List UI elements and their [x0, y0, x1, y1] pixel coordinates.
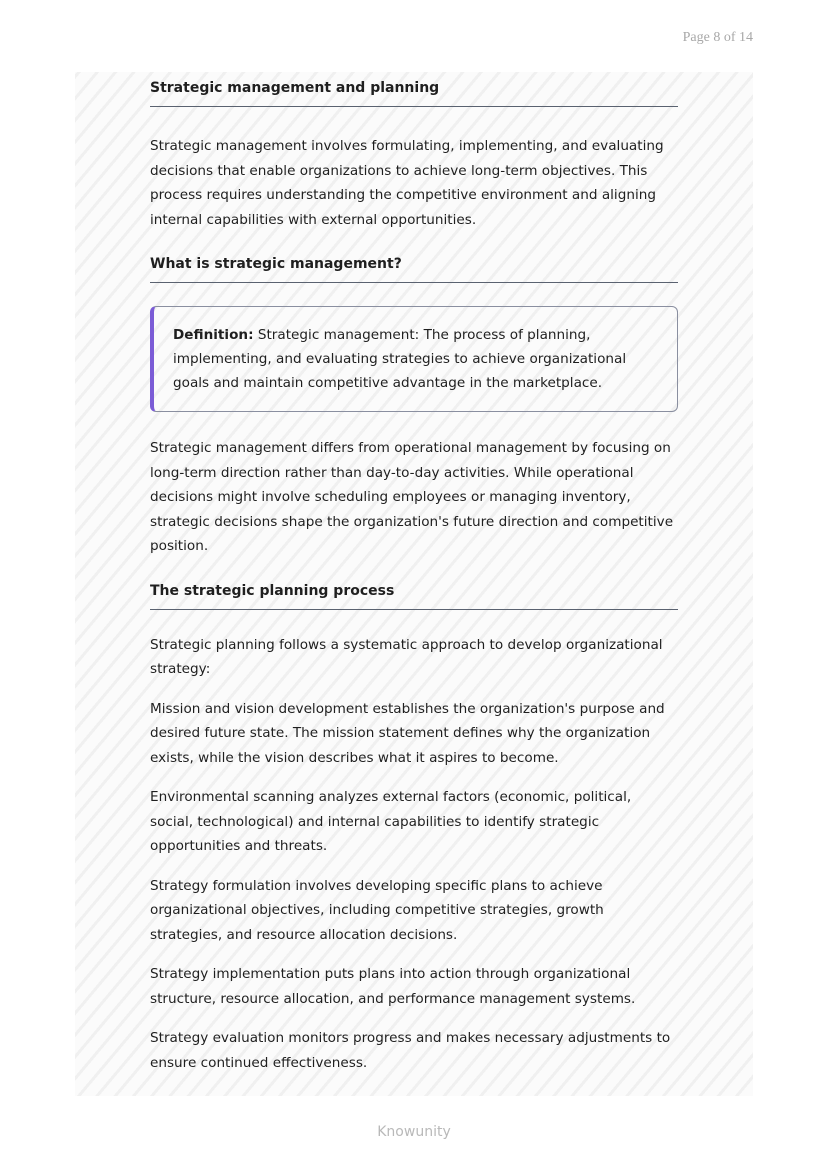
process-heading: The strategic planning process [150, 581, 678, 610]
definition-box [150, 306, 678, 412]
intro-paragraph: Strategic management involves formulating, implementing, and evaluating decisions that enable organizations to achieve long-term objectives. This process requires understanding the competitive environment and aligning internal capabilities with external opportunities. [150, 138, 664, 228]
step-mission-paragraph: Mission and vision development establishes the organization's purpose and desired future state. The mission statement defines why the organization exists, while the vision describes what it aspires to become. [150, 700, 665, 766]
what-heading: What is strategic management? [150, 254, 678, 283]
definition-label: Definition: [173, 327, 254, 343]
footer-brand: Knowunity [377, 1124, 451, 1140]
step-implementation-paragraph: Strategy implementation puts plans into action through organizational structure, resource allocation, and performance management systems. [150, 966, 636, 1007]
page-number: Page 8 of 14 [682, 30, 753, 45]
step-scanning-paragraph: Environmental scanning analyzes external factors (economic, political, social, technological) and internal capabilities to identify strategic opportunities and threats. [150, 789, 632, 854]
document-body [150, 78, 678, 1075]
step-formulation-paragraph: Strategy formulation involves developing specific plans to achieve organizational objectives, including competitive strategies, growth strategies, and resource allocation decisions. [150, 877, 604, 943]
section-title: Strategic management and planning [150, 78, 678, 107]
process-intro-paragraph: Strategic planning follows a systematic approach to develop organizational strategy: [150, 636, 663, 677]
differs-paragraph: Strategic management differs from operational management by focusing on long-term direction rather than day-to-day activities. While operational decisions might involve scheduling employees or managing inventory, strategic decisions shape the organization's future direction and competitive position. [150, 440, 674, 554]
step-evaluation-paragraph: Strategy evaluation monitors progress and makes necessary adjustments to ensure continued effectiveness. [150, 1030, 671, 1071]
definition-text: Strategic management: The process of planning, implementing, and evaluating strategies to achieve organizational goals and maintain competitive advantage in the marketplace. [173, 327, 627, 391]
